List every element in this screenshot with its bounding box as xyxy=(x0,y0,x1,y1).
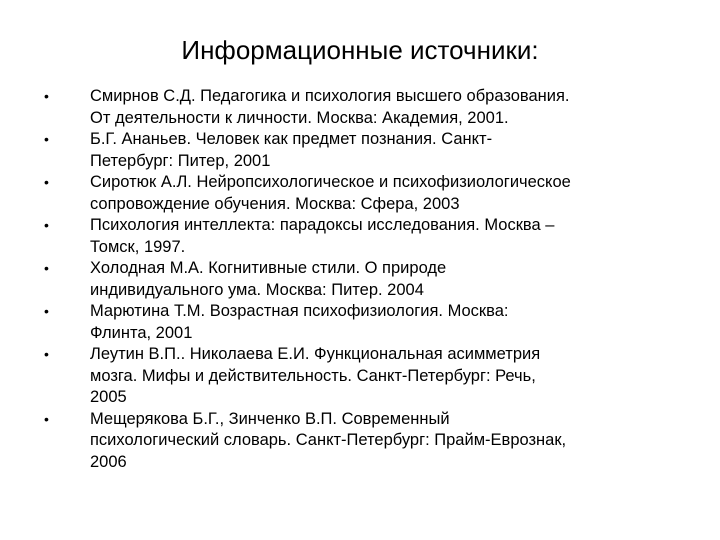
reference-line: Мещерякова Б.Г., Зинченко В.П. Современный xyxy=(90,409,450,428)
reference-line: От деятельности к личности. Москва: Академия, 2001. xyxy=(90,108,509,127)
reference-item xyxy=(0,172,690,215)
reference-line: Марютина Т.М. Возрастная психофизиология. Москва: xyxy=(90,302,509,320)
reference-line: сопровождение обучения. Москва: Сфера, 2003 xyxy=(90,194,460,213)
bullet-icon: • xyxy=(44,260,49,276)
reference-item xyxy=(0,258,690,301)
reference-item xyxy=(0,409,690,474)
reference-item xyxy=(0,344,690,409)
reference-line: индивидуального ума. Москва: Питер. 2004 xyxy=(90,280,424,299)
bullet-icon: • xyxy=(44,217,49,233)
bullet-icon: • xyxy=(44,410,49,427)
reference-list xyxy=(0,86,720,473)
reference-line: Сиротюк А.Л. Нейропсихологическое и психофизиологическое xyxy=(90,173,571,191)
slide-title: Информационные источники: xyxy=(181,35,539,65)
reference-line: Б.Г. Ананьев. Человек как предмет познания. Санкт- xyxy=(90,130,493,148)
reference-item xyxy=(0,301,690,344)
bullet-icon: • xyxy=(44,131,49,147)
reference-line: психологический словарь. Санкт-Петербург: Прайм-Еврознак, xyxy=(90,431,567,449)
bullet-icon: • xyxy=(44,174,49,190)
reference-item xyxy=(0,215,690,258)
reference-line: Холодная М.А. Когнитивные стили. О природе xyxy=(90,259,447,277)
reference-line: Леутин В.П.. Николаева Е.И. Функциональная асимметрия xyxy=(90,345,541,363)
reference-line: мозга. Мифы и действительность. Санкт-Петербург: Речь, xyxy=(90,366,536,385)
reference-line: Флинта, 2001 xyxy=(90,323,193,342)
reference-item xyxy=(0,86,690,129)
bullet-icon: • xyxy=(44,303,49,319)
reference-line: 2006 xyxy=(90,452,127,471)
bullet-icon: • xyxy=(44,88,49,104)
reference-line: 2005 xyxy=(90,388,127,406)
reference-item xyxy=(0,129,690,172)
reference-line: Психология интеллекта: парадоксы исследования. Москва – xyxy=(90,216,555,234)
bullet-icon: • xyxy=(44,346,49,362)
reference-line: Томск, 1997. xyxy=(90,237,186,256)
reference-line: Смирнов С.Д. Педагогика и психология высшего образования. xyxy=(90,87,570,105)
reference-line: Петербург: Питер, 2001 xyxy=(90,151,271,170)
